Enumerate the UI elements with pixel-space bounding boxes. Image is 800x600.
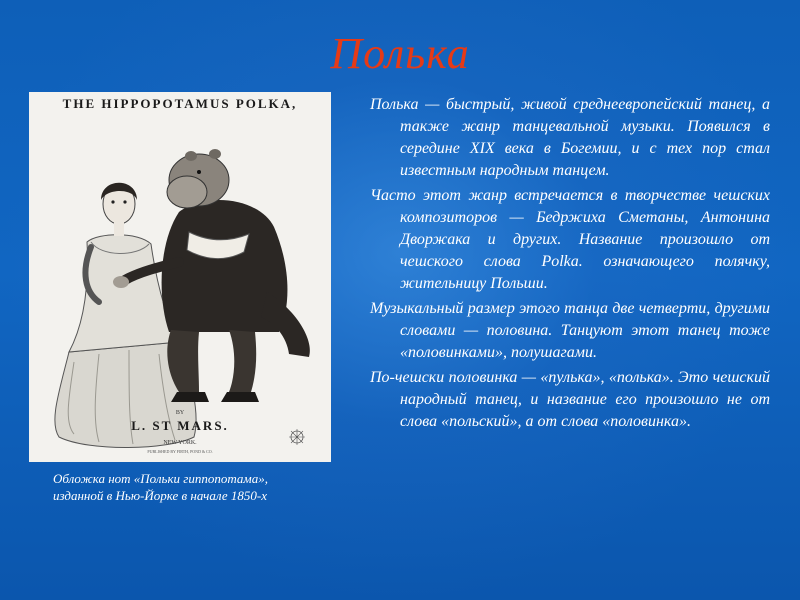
paragraph: Музыкальный размер этого танца две четверти, другими словами — половина. Танцуют этот танец тоже «половинками», полушагами. (370, 300, 770, 361)
cover-publisher: PUBLISHED BY FIRTH, POND & CO. (147, 449, 213, 454)
cover-city: NEW YORK. (163, 440, 197, 446)
caption-line: изданной в Нью-Йорке в начале 1850-х (53, 488, 267, 503)
paragraph: Полька — быстрый, живой среднеевропейский танец, а также жанр танцевальной музыки. Появился в середине XIX века в Богемии, и с тех пор стал известным народным танцем. (370, 96, 770, 179)
caption-line: Обложка нот «Польки гиппопотама», (53, 471, 268, 486)
sheet-music-cover-image (29, 92, 331, 462)
cover-heading: THE HIPPOPOTAMUS POLKA, (62, 96, 298, 111)
decorative-emblem-icon (289, 429, 305, 445)
slide-title: Полька (330, 29, 470, 78)
cover-by: BY (175, 410, 185, 416)
paragraph: Часто этот жанр встречается в творчестве чешских композиторов — Бедржиха Сметаны, Антонина Дворжака и других. Название произошло от чешского слова Polka. означающего полячку, жительницу Польши. (370, 187, 770, 292)
paragraph: По-чешски половинка — «пулька», «полька». Это чешский народный танец, и название его произошло не от слова «польский», а от слова «половинка». (370, 369, 770, 430)
main-text (370, 94, 770, 436)
cover-author: L. ST MARS. (131, 418, 229, 433)
image-caption (53, 470, 343, 504)
